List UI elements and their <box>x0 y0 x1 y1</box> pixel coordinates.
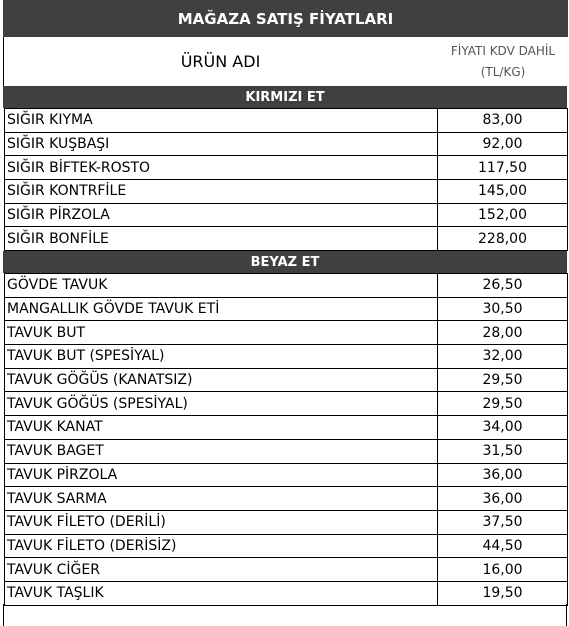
product-name-cell: SIĞIR BONFİLE <box>5 227 438 251</box>
table-row <box>5 227 568 251</box>
product-name-cell: SIĞIR PİRZOLA <box>5 203 438 227</box>
product-price-cell: 145,00 <box>438 180 568 204</box>
product-price-cell: 19,50 <box>438 581 568 605</box>
product-price-cell: 31,50 <box>438 439 568 463</box>
product-name-cell: SIĞIR BİFTEK-ROSTO <box>5 156 438 180</box>
table-row <box>5 392 568 416</box>
product-name-cell: TAVUK FİLETO (DERİLİ) <box>5 510 438 534</box>
table-row <box>5 416 568 440</box>
price-header-line1: FİYATI KDV DAHİL <box>450 43 556 58</box>
product-price-cell: 117,50 <box>438 156 568 180</box>
product-name-cell: TAVUK CİĞER <box>5 558 438 582</box>
product-price-cell: 37,50 <box>438 510 568 534</box>
table-row <box>5 510 568 534</box>
product-name-cell: TAVUK KANAT <box>5 416 438 440</box>
product-column-header: ÜRÜN ADI <box>180 52 261 71</box>
product-price-cell: 16,00 <box>438 558 568 582</box>
product-name-cell: TAVUK GÖĞÜS (KANATSIZ) <box>5 368 438 392</box>
page-title: MAĞAZA SATIŞ FİYATLARI <box>3 0 568 37</box>
table-row <box>5 487 568 511</box>
table-row <box>5 203 568 227</box>
table-row <box>5 345 568 369</box>
table-row <box>5 581 568 605</box>
price-header-line2: (TL/KG) <box>480 64 526 79</box>
product-price-cell: 83,00 <box>438 109 568 133</box>
product-price-cell: 228,00 <box>438 227 568 251</box>
table-row <box>5 534 568 558</box>
table-row <box>5 156 568 180</box>
product-name-cell: SIĞIR KIYMA <box>5 109 438 133</box>
product-name-cell: TAVUK TAŞLIK <box>5 581 438 605</box>
product-name-cell: TAVUK SARMA <box>5 487 438 511</box>
product-name-cell: TAVUK BUT (SPESİYAL) <box>5 345 438 369</box>
table-row <box>5 109 568 133</box>
product-price-cell: 34,00 <box>438 416 568 440</box>
product-name-cell: SIĞIR KUŞBAŞI <box>5 132 438 156</box>
product-price-cell: 32,00 <box>438 345 568 369</box>
product-price-cell: 30,50 <box>438 297 568 321</box>
section-header-white-meat: BEYAZ ET <box>3 251 567 273</box>
product-price-cell: 36,00 <box>438 487 568 511</box>
product-price-cell: 92,00 <box>438 132 568 156</box>
product-price-cell: 29,50 <box>438 368 568 392</box>
table-header <box>3 37 568 86</box>
table-row <box>5 368 568 392</box>
product-name-cell: TAVUK PİRZOLA <box>5 463 438 487</box>
product-price-cell: 29,50 <box>438 392 568 416</box>
product-price-cell: 26,50 <box>438 274 568 298</box>
table-border-right <box>566 604 567 626</box>
table-row <box>5 321 568 345</box>
section-header-red-meat: KIRMIZI ET <box>3 86 567 108</box>
product-name-cell: GÖVDE TAVUK <box>5 274 438 298</box>
price-column-header <box>437 37 569 86</box>
table-border-left <box>3 604 4 626</box>
product-name-cell: TAVUK BAGET <box>5 439 438 463</box>
table-row <box>5 463 568 487</box>
product-name-cell: TAVUK FİLETO (DERİSİZ) <box>5 534 438 558</box>
product-name-cell: TAVUK BUT <box>5 321 438 345</box>
product-name-cell: SIĞIR KONTRFİLE <box>5 180 438 204</box>
table-row <box>5 180 568 204</box>
table-row <box>5 132 568 156</box>
product-price-cell: 28,00 <box>438 321 568 345</box>
table-row <box>5 297 568 321</box>
product-price-cell: 152,00 <box>438 203 568 227</box>
table-row <box>5 274 568 298</box>
table-row <box>5 558 568 582</box>
product-price-cell: 36,00 <box>438 463 568 487</box>
red-meat-table <box>4 108 568 251</box>
table-row <box>5 439 568 463</box>
white-meat-table <box>4 273 568 606</box>
product-name-cell: MANGALLIK GÖVDE TAVUK ETİ <box>5 297 438 321</box>
product-price-cell: 44,50 <box>438 534 568 558</box>
product-name-cell: TAVUK GÖĞÜS (SPESİYAL) <box>5 392 438 416</box>
